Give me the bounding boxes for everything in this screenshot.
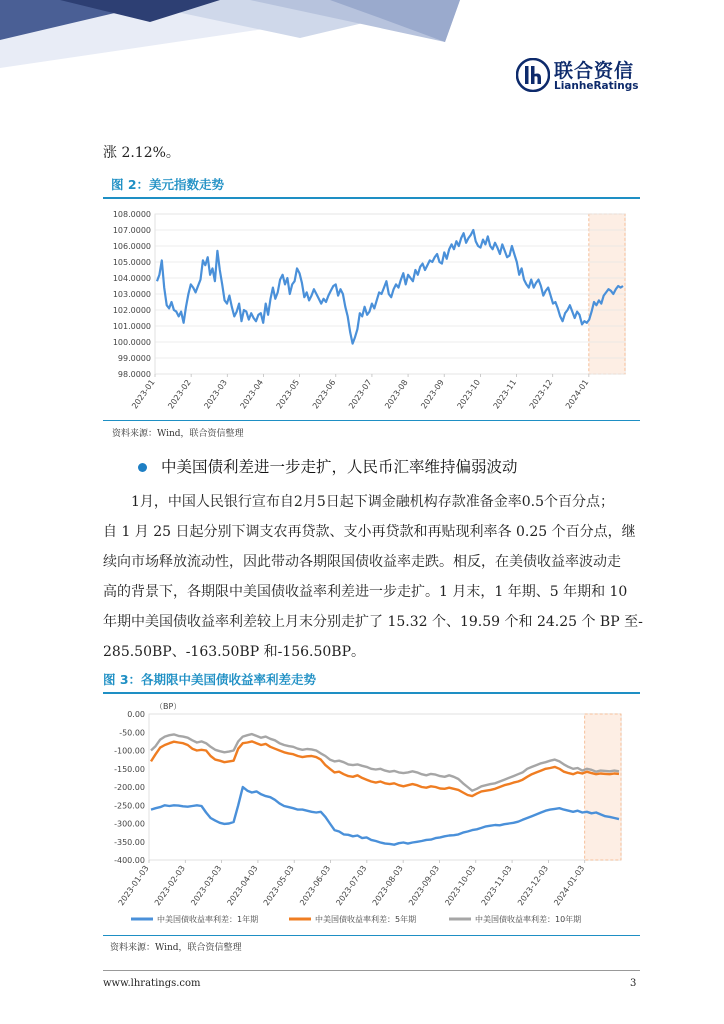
y-tick-label: -250.00: [114, 801, 145, 811]
x-tick-label: 2023-03-03: [189, 863, 224, 908]
x-tick-label: 2023-12-03: [515, 863, 551, 908]
paragraph-line: 续向市场释放流动性，因此带动各期限国债收益率走跌。相反，在美债收益率波动走: [103, 554, 621, 570]
figure2-title: 图 2：美元指数走势: [111, 177, 225, 192]
x-tick-label: 2023-03: [202, 377, 229, 411]
x-tick-label: 2023-08: [383, 377, 410, 411]
section-heading-text: 中美国债利差进一步走扩，人民币汇率维持偏弱波动: [161, 458, 518, 476]
x-tick-label: 2023-06: [310, 377, 338, 411]
figure2-chart: [103, 200, 640, 418]
paragraph-line: 自 1 月 25 日起分别下调支农再贷款、支小再贷款和再贴现利率各 0.25 个百分点，继: [103, 524, 636, 540]
series-line: [151, 741, 619, 796]
page-number: 3: [630, 978, 637, 989]
logo-chinese-text: 联合资信: [554, 60, 635, 82]
paragraph-line: 高的背景下，各期限中美国债收益率利差进一步走扩。1 月末，1 年期、5 年期和 10: [103, 584, 628, 600]
y-tick-label: 0.00: [127, 710, 145, 719]
x-tick-label: 2023-04-03: [225, 863, 260, 908]
x-tick-label: 2023-01-03: [116, 863, 151, 908]
section-heading: [138, 455, 518, 477]
y-tick-label: 105.0000: [112, 258, 151, 267]
x-tick-label: 2023-11-03: [479, 863, 514, 908]
x-tick-label: 2023-01: [130, 377, 157, 411]
x-tick-label: 2023-11: [491, 377, 519, 411]
series-line: [157, 230, 623, 344]
x-tick-label: 2023-10: [455, 377, 483, 411]
intro-fragment: 涨 2.12%。: [103, 145, 180, 161]
x-tick-label: 2023-06-03: [298, 863, 333, 908]
highlight-region: [585, 714, 621, 860]
figure3-bottom-rule: [103, 935, 640, 936]
legend-label: 中美国债收益率利差：5年期: [315, 915, 417, 924]
y-tick-label: 108.0000: [112, 210, 151, 219]
x-tick-label: 2023-07: [347, 377, 374, 411]
x-tick-label: 2023-05-03: [261, 863, 296, 908]
x-tick-label: 2023-05: [274, 377, 302, 411]
figure2-top-rule: [103, 197, 640, 199]
legend-label: 中美国债收益率利差：1年期: [157, 915, 259, 924]
x-tick-label: 2023-02: [166, 377, 193, 411]
x-tick-label: 2024-01-03: [552, 863, 587, 908]
x-tick-label: 2023-09: [419, 377, 446, 411]
footer-url[interactable]: www.lhratings.com: [103, 978, 201, 989]
y-tick-label: 107.0000: [112, 226, 151, 235]
body-paragraph: [103, 487, 643, 667]
series-line: [151, 787, 619, 845]
figure3-chart: [103, 695, 640, 935]
figure2-bottom-rule: [103, 420, 640, 421]
x-tick-label: 2023-10-03: [443, 863, 478, 908]
figure3-title: 图 3：各期限中美国债收益率利差走势: [103, 672, 317, 687]
y-tick-label: 100.0000: [112, 338, 151, 347]
y-tick-label: -200.00: [114, 783, 145, 792]
y-tick-label: 98.0000: [117, 370, 151, 379]
unit-label: （BP）: [155, 702, 182, 711]
paragraph-line: 285.50BP、-163.50BP 和-156.50BP。: [103, 644, 365, 660]
figure3-top-rule: [103, 692, 640, 694]
footer-rule: [103, 970, 640, 971]
y-tick-label: -400.00: [114, 856, 145, 865]
x-tick-label: 2023-04: [238, 377, 266, 411]
logo-mark-icon: [516, 58, 550, 92]
y-tick-label: -300.00: [114, 819, 145, 829]
company-logo: [516, 56, 646, 96]
y-tick-label: -350.00: [114, 837, 145, 847]
figure3-source: 资料来源：Wind，联合资信整理: [110, 943, 242, 953]
legend-label: 中美国债收益率利差：10年期: [475, 915, 582, 924]
x-tick-label: 2023-09-03: [407, 863, 442, 908]
x-tick-label: 2024-01: [563, 377, 591, 411]
y-tick-label: 99.0000: [117, 354, 151, 363]
y-tick-label: -50.00: [119, 728, 145, 738]
plot-area: [149, 714, 621, 860]
y-tick-label: 103.0000: [112, 290, 151, 299]
paragraph-line: 1月，中国人民银行宣布自2月5日起下调金融机构存款准备金率0.5个百分点；: [131, 494, 614, 510]
y-tick-label: -150.00: [114, 764, 145, 774]
y-tick-label: 102.0000: [112, 306, 151, 315]
y-tick-label: 101.0000: [112, 322, 151, 331]
x-tick-label: 2023-02-03: [152, 863, 187, 908]
y-tick-label: 104.0000: [112, 274, 151, 283]
x-tick-label: 2023-08-03: [370, 863, 405, 908]
figure2-source: 资料来源：Wind，联合资信整理: [112, 429, 244, 439]
logo-english-text: LianheRatings: [554, 80, 639, 92]
x-tick-label: 2023-07-03: [334, 863, 369, 908]
paragraph-line: 年期中美国债收益率利差较上月末分别走扩了 15.32 个、19.59 个和 24.25 个 BP 至-: [103, 614, 643, 630]
y-tick-label: 106.0000: [112, 242, 151, 251]
y-tick-label: -100.00: [114, 746, 145, 756]
x-tick-label: 2023-12: [527, 377, 555, 411]
bullet-icon: [138, 463, 147, 472]
